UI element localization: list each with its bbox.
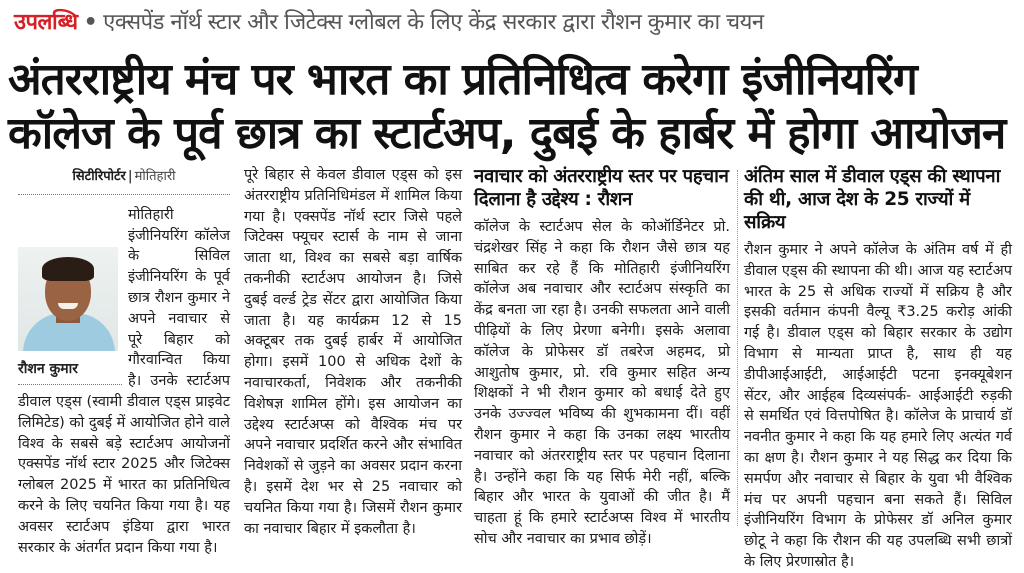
article-column-3: [474, 165, 730, 550]
article-column-4: [744, 165, 1012, 573]
column-3-subheading: नवाचार को अंतरराष्ट्रीय स्तर पर पहचान दिलाना है उद्देश्य : रौशन: [474, 166, 729, 210]
headline-line-2: कॉलेज के पूर्व छात्र का स्टार्टअप, दुबई के हार्बर में होगा आयोजन: [8, 108, 1006, 159]
photo-block: [18, 247, 122, 385]
bullet-icon: •: [83, 10, 98, 35]
byline-city: मोतिहारी: [134, 169, 176, 184]
article-column-1: [18, 165, 230, 558]
column-divider: [737, 170, 738, 526]
kicker-line: [14, 6, 764, 36]
column-2-text: पूरे बिहार से केवल डीवाल एड्स को इस अंतरराष्ट्रीय प्रतिनिधिमंडल में शामिल किया गया है। एक्सपेंड नॉर्थ स्टार जिसे पहले जिटेक्स फ्यूचर स्टार्स के नाम से जाना जाता था, विश्व का सबसे बड़ा वार्षिक तकनीकी स्टार्टअप आयोजन है। जिसे दुबई वर्ल्ड ट्रेड सेंटर द्वारा आयोजित किया जाता है। यह कार्यक्रम 12 से 15 अक्टूबर तक दुबई हार्बर में आयोजित होगा। इसमें 100 से अधिक देशों के नवाचारकर्ता, निवेशक और तकनीकी विशेषज्ञ शामिल होंगे। इस आयोजन का उद्देश्य स्टार्टअप्स को वैश्विक मंच पर अपने नवाचार प्रदर्शित करने और संभावित निवेशकों से जुड़ने का अवसर प्रदान करना है। इसमें देश भर से 25 नवाचार को चयनित किया गया है। जिसमें रौशन कुमार का नवाचार बिहार में इकलौता है।: [244, 167, 462, 537]
column-1-text: रौशन कुमार मोतिहारी इंजीनियरिंग कॉलेज के सिविल इंजीनियरिंग के पूर्व छात्र रौशन कुमार ने अपने नवाचार से पूरे बिहार को गौरवान्वित किया है। उनके स्टार्टअप डीवाल एड्स (स्वामी डीवाल एड्स प्राइवेट लिमिटेड) को दुबई में आयोजित होने वाले विश्व के सबसे बड़े स्टार्टअप आयोजनों एक्सपेंड नॉर्थ स्टार 2025 और जिटेक्स ग्लोबल 2025 में भारत का प्रतिनिधित्व करने के लिए चयनित किया गया है। यह अवसर स्टार्टअप इंडिया द्वारा भारत सरकार के अंतर्गत प्रदान किया गया है।: [18, 206, 230, 556]
byline-separator: |: [127, 169, 133, 184]
column-4-text: रौशन कुमार ने अपने कॉलेज के अंतिम वर्ष में ही डीवाल एड्स की स्थापना की थी। आज यह स्टार्टअप भारत के 25 से अधिक राज्यों में सक्रिय है और इसकी वर्तमान कंपनी वैल्यू ₹3.25 करोड़ आंकी गई है। डीवाल एड्स को बिहार सरकार के उद्योग विभाग से मान्यता प्राप्त है, साथ ही यह डीपीआईआईटी, आईआईटी पटना इनक्यूबेशन सेंटर, और आईहब दिव्यसंपर्क- आईआईटी रुड़की से समर्थित एवं वित्तपोषित है। कॉलेज के प्राचार्य डॉ नवनीत कुमार ने कहा कि यह हमारे लिए अत्यंत गर्व का क्षण है। रौशन कुमार ने यह सिद्ध कर दिया कि समर्पण और नवाचार से बिहार के युवा भी वैश्विक मंच पर अपनी पहचान बना सकते हैं। सिविल इंजीनियरिंग विभाग के प्रोफेसर डॉ अनिल कुमार छोटू ने कहा कि रौशन की यह उपलब्धि सभी छात्रों के लिए प्रेरणास्रोत है।: [744, 242, 1012, 570]
headline-line-1: अंतरराष्ट्रीय मंच पर भारत का प्रतिनिधित्व करेगा इंजीनियरिंग: [8, 54, 917, 105]
byline-reporter: सिटीरिपोर्टर: [72, 169, 126, 184]
article-column-2: [244, 165, 462, 539]
kicker-text: एक्सपेंड नॉर्थ स्टार और जिटेक्स ग्लोबल के लिए केंद्र सरकार द्वारा रौशन कुमार का चयन: [103, 10, 764, 35]
portrait-photo: [18, 247, 118, 351]
kicker-tag: उपलब्धि: [14, 10, 78, 35]
column-4-subheading: अंतिम साल में डीवाल एड्स की स्थापना की थी, आज देश के 25 राज्यों में सक्रिय: [744, 166, 1001, 233]
column-3-text: कॉलेज के स्टार्टअप सेल के कोऑर्डिनेटर प्रो. चंद्रशेखर सिंह ने कहा कि रौशन जैसे छात्र यह साबित कर रहे हैं कि मोतिहारी इंजीनियरिंग कॉलेज अब नवाचार और स्टार्टअप संस्कृति का केंद्र बनता जा रहा है। उनकी सफलता आने वाली पीढ़ियों के लिए प्रेरणा बनेगी। इसके अलावा कॉलेज के प्रोफेसर डॉ तबरेज अहमद, प्रो आशुतोष कुमार, प्रो. रवि कुमार सहित अन्य शिक्षकों ने भी रौशन कुमार को बधाई देते हुए उनके उज्ज्वल भविष्य की शुभकामना दीं। वहीं रौशन कुमार ने कहा कि उनका लक्ष्य भारतीय नवाचार को अंतरराष्ट्रीय स्तर पर पहचान दिलाना है। उन्होंने कहा कि यह सिर्फ मेरी नहीं, बल्कि बिहार और भारत के युवाओं की जीत है। मैं चाहता हूं कि हमारे स्टार्टअप्स विश्व में भारतीय सोच और नवाचार का प्रभाव छोड़ें।: [474, 219, 730, 547]
photo-caption: रौशन कुमार: [18, 359, 122, 385]
byline: [18, 167, 230, 195]
